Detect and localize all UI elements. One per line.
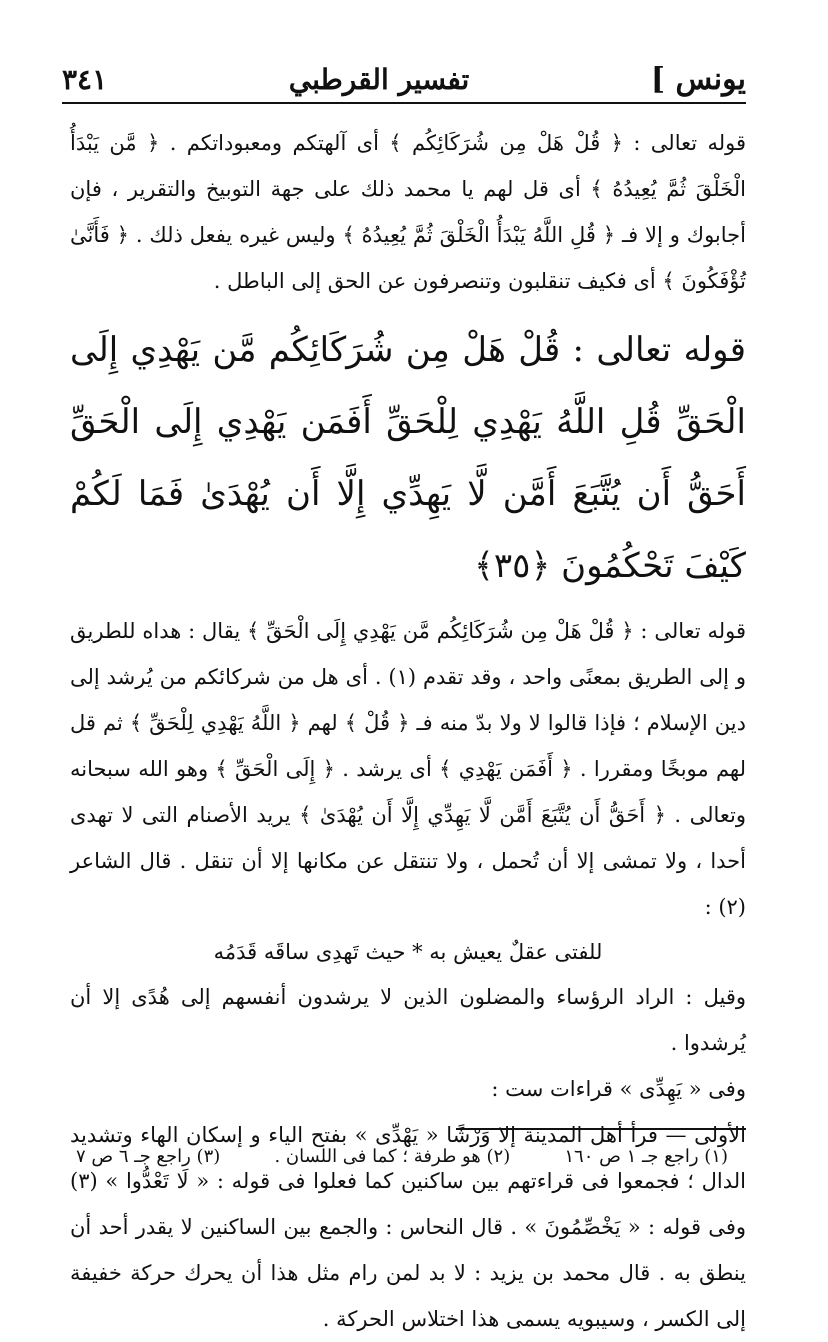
page-number: ٣٤١ bbox=[62, 62, 108, 96]
paragraph-commentary: قوله تعالى : ﴿ قُلْ هَلْ مِن شُرَكَائِكُم مَّن يَهْدِي إِلَى الْحَقِّ ﴾ يقال : هداه للطريق و إلى الطريق بمعنًى واحد ، وقد تقدم (١) . أى هل من شركائكم من يُرشد إلى دين الإسلام ؛ فإذا قالوا لا ولا بدّ منه فـ ﴿ قُلْ ﴾ لهم ﴿ اللَّهُ يَهْدِي لِلْحَقِّ ﴾ ثم قل لهم موبخًا ومقررا . ﴿ أَفَمَن يَهْدِي ﴾ أى يرشد . ﴿ إِلَى الْحَقِّ ﴾ وهو الله سبحانه وتعالى . ﴿ أَحَقُّ أَن يُتَّبَعَ أَمَّن لَّا يَهِدِّي إِلَّا أَن يُهْدَىٰ ﴾ يريد الأصنام التى لا تهدى أحدا ، ولا تمشى إلا أن تُحمل ، ولا تنتقل عن مكانها إلا أن تنقل . قال الشاعر (٢) : bbox=[70, 619, 746, 919]
page-header bbox=[62, 56, 746, 104]
paragraph-readings-heading: وفى « يَهِدِّى » قراءات ست : bbox=[491, 1077, 746, 1101]
paragraph-saying: وقيل : الراد الرؤساء والمضلون الذين لا يرشدون أنفسهم إلى هُدًى إلا أن يُرشدوا . bbox=[70, 985, 746, 1055]
footnote-3: (٣) راجع جـ ٦ ص ٧ bbox=[76, 1145, 221, 1167]
poem-line: للفتى عقلٌ يعيش به * حيث تَهدِى ساقَه قَدَمُه bbox=[213, 940, 603, 964]
paragraph-intro: قوله تعالى : ﴿ قُلْ هَلْ مِن شُرَكَائِكُم ﴾ أى آلهتكم ومعبوداتكم . ﴿ مَّن يَبْدَأُ الْخَلْقَ ثُمَّ يُعِيدُهُ ﴾ أى قل لهم يا محمد ذلك على جهة التوبيخ والتقرير ، فإن أجابوك و إلا فـ ﴿ قُلِ اللَّهُ يَبْدَأُ الْخَلْقَ ثُمَّ يُعِيدُهُ ﴾ وليس غيره يفعل ذلك . ﴿ فَأَنَّىٰ تُؤْفَكُونَ ﴾ أى فكيف تنقلبون وتنصرفون عن الحق إلى الباطل . bbox=[70, 131, 746, 293]
footnotes bbox=[76, 1136, 728, 1176]
paragraph-first-reading: الأولى — قرأ أهل المدينة إلا وَرْشًا « يَهْدِّى » بفتح الياء و إسكان الهاء وتشديد الدال ؛ فجمعوا فى قراءتهم بين ساكنين كما فعلوا فى قوله : « لَا تَعْدُّوا » (٣) وفى قوله : « يَخْصِّمُونَ » . قال النحاس : والجمع بين الساكنين لا يقدر أحد أن ينطق به . قال محمد بن يزيد : لا بد لمن رام مثل هذا أن يحرك حركة خفيفة إلى الكسر ، وسيبويه يسمى هذا اختلاس الحركة . bbox=[70, 1123, 746, 1331]
surah-name: يونس ] bbox=[650, 61, 746, 97]
book-title: تفسير القرطبي bbox=[288, 62, 470, 96]
footnote-divider bbox=[456, 1128, 746, 1130]
quran-verse: قوله تعالى : قُلْ هَلْ مِن شُرَكَائِكُم مَّن يَهْدِي إِلَى الْحَقِّ قُلِ اللَّهُ يَهْدِي لِلْحَقِّ أَفَمَن يَهْدِي إِلَى الْحَقِّ أَحَقُّ أَن يُتَّبَعَ أَمَّن لَّا يَهِدِّي إِلَّا أَن يُهْدَىٰ فَمَا لَكُمْ كَيْفَ تَحْكُمُونَ ﴿٣٥﴾ bbox=[70, 330, 746, 586]
footnote-1: (١) راجع جـ ١ ص ١٦٠ bbox=[564, 1145, 728, 1167]
footnote-2: (٢) هو طرفة ؛ كما فى اللسان . bbox=[274, 1145, 511, 1167]
